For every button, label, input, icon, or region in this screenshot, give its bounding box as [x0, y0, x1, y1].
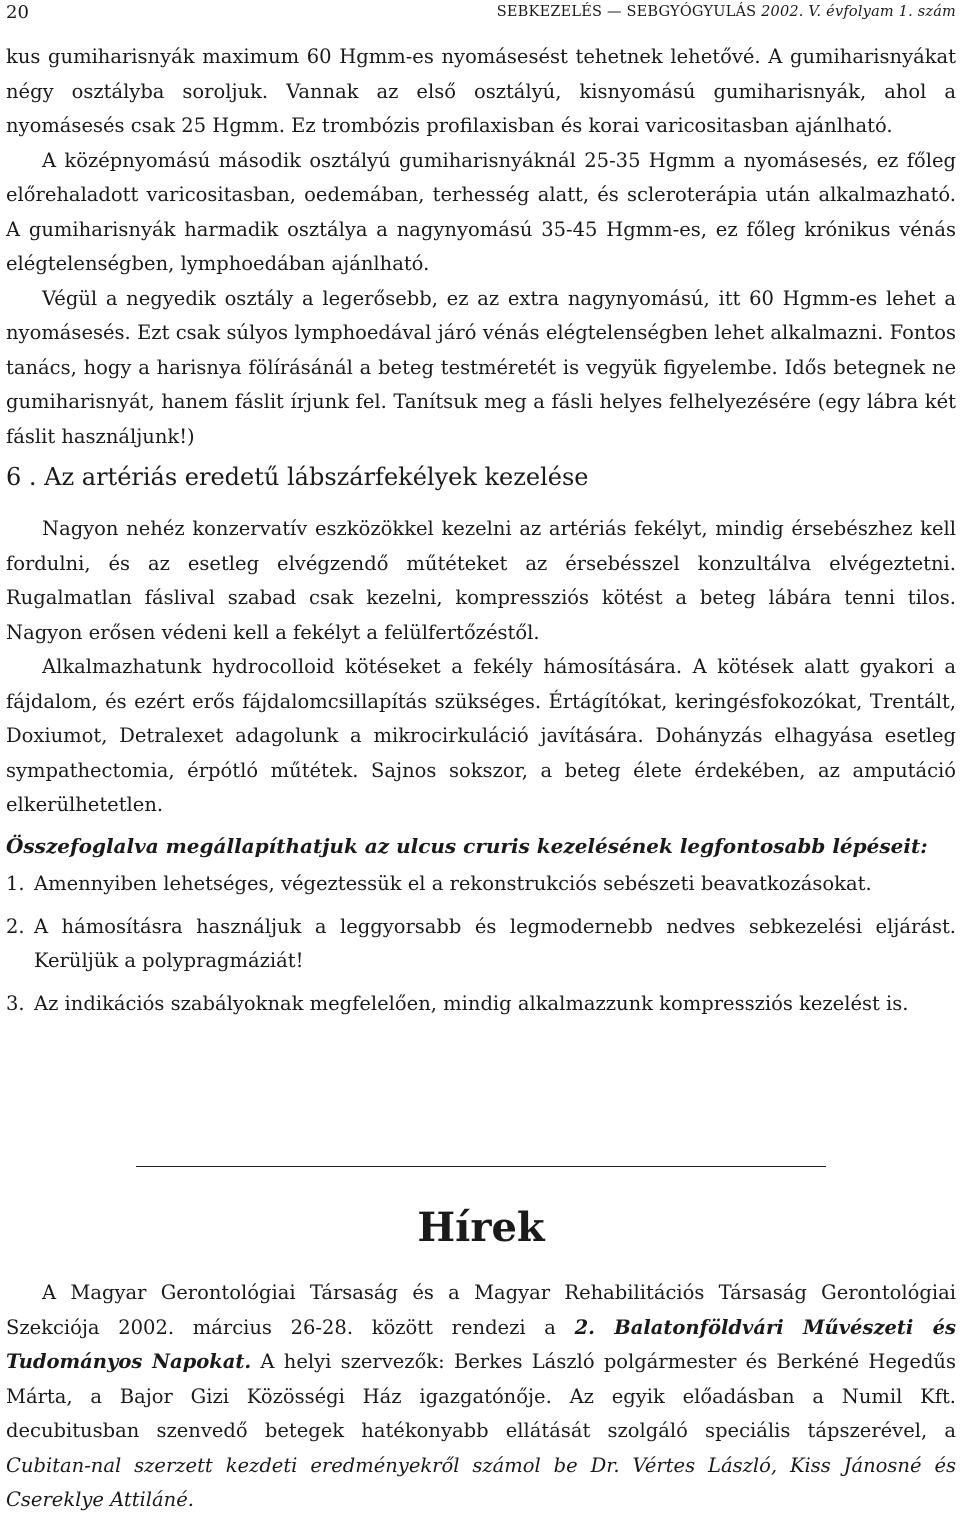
- document-page: [6, 0, 956, 1513]
- running-header: [6, 2, 956, 26]
- summary-list: [6, 867, 956, 1021]
- list-item: [6, 867, 956, 902]
- summary-heading: Összefoglalva megállapíthatjuk az ulcus cruris kezelésének legfontosabb lépéseit:: [6, 833, 928, 858]
- page-number: 20: [6, 2, 29, 23]
- list-item-text: A hámosításra használjuk a leggyorsabb és legmodernebb nedves sebkezelési eljárást. Kerüljük a polypragmáziát!: [34, 914, 956, 972]
- list-item-number: 3.: [6, 991, 25, 1015]
- journal-title: [497, 4, 956, 20]
- list-item-number: 2.: [6, 914, 25, 938]
- list-item-number: 1.: [6, 872, 25, 895]
- paragraph-continuation: kus gumiharisnyák maximum 60 Hgmm-es nyomásesést tehetnek lehetővé. A gumiharisnyákat négy osztályba soroljuk. Vannak az első osztályú, kisnyomású gumiharisnyák, ahol a nyomásesés csak 25 Hgmm. Ez trombózis profilaxisban és korai varicositasban ajánlható.: [6, 45, 956, 137]
- list-item-text: Amennyiben lehetséges, végeztessük el a rekonstrukciós sebészeti beavatkozásokat.: [34, 872, 872, 895]
- news-italic-end: Cubitan-nal szerzett kezdeti eredményekről számol be Dr. Vértes László, Kiss Jánosné és Csereklye Attiláné.: [6, 1453, 956, 1511]
- event-name: 2. Balatonföldvári Művészeti és Tudományos Napokat.: [6, 1315, 956, 1373]
- list-item: [6, 910, 956, 979]
- article-body: [6, 40, 956, 1029]
- news-text-b: A helyi szervezők: Berkes László polgármester és Berkéné Hegedűs Márta, a Bajor Gizi Közösségi Ház igazgatónője. Az egyik előadásban a Numil Kft. decubitusban szenvedő betegek hatékonyabb ellátását szolgáló speciális tápszerével, a: [6, 1350, 956, 1442]
- news-text-a: A Magyar Gerontológiai Társaság és a Magyar Rehabilitációs Társaság Gerontológiai Szekciója 2002. március 26-28. között rendezi a: [6, 1281, 956, 1339]
- list-item-text: Az indikációs szabályoknak megfelelően, mindig alkalmazzunk kompressziós kezelést is.: [34, 991, 909, 1015]
- paragraph-arterial-2: Alkalmazhatunk hydrocolloid kötéseket a fekély hámosítására. A kötések alatt gyakori a fájdalom, és ezért erős fájdalomcsillapítás szükséges. Értágítókat, keringésfokozókat, Trentált, Doxiumot, Detralexet adagolunk a mikrocirkuláció javítására. Dohányzás elhagyása esetleg sympathectomia, érpótló műtétek. Sajnos sokszor, a beteg élete érdekében, az amputáció elkerülhetetlen.: [6, 655, 956, 816]
- paragraph-arterial-1: Nagyon nehéz konzervatív eszközökkel kezelni az artériás fekélyt, mindig érsebészhez kell fordulni, és az esetleg elvégzendő műtéteket az érsebésszel konzultálva elvégeztetni. Rugalmatlan fáslival szabad csak kezelni, kompressziós kötést a beteg lábára tenni tilos. Nagyon erősen védeni kell a fekélyt a felülfertőzéstől.: [6, 517, 956, 644]
- paragraph-second-class: A középnyomású második osztályú gumiharisnyáknál 25-35 Hgmm a nyomásesés, ez főleg előrehaladott varicositasban, oedemában, terhesség alatt, és scleroterápia után alkalmazható. A gumiharisnyák harmadik osztálya a nagynyomású 35-45 Hgmm-es, ez főleg krónikus vénás elégtelenségben, lymphoedában ajánlható.: [6, 148, 956, 275]
- news-title: Hírek: [417, 1204, 545, 1251]
- section-divider: [136, 1166, 826, 1167]
- paragraph-fourth-class: Végül a negyedik osztály a legerősebb, ez az extra nagynyomású, itt 60 Hgmm-es lehet a nyomásesés. Ezt csak súlyos lymphoedával járó vénás elégtelenségben lehet alkalmazni. Fontos tanács, hogy a harisnya fölírásánál a beteg testméretét is vegyük figyelembe. Idős betegnek ne gumiharisnyát, hanem fáslit írjunk fel. Tanítsuk meg a fásli helyes felhelyezésére (egy lábra két fáslit használjunk!): [6, 286, 956, 448]
- journal-prefix: SEBKEZELÉS — SEBGYÓGYULÁS: [496, 4, 757, 20]
- news-paragraph: [6, 1276, 956, 1518]
- list-item: [6, 987, 956, 1022]
- section-heading: 6 . Az artériás eredetű lábszárfekélyek kezelése: [6, 463, 589, 491]
- journal-issue: 2002. V. évfolyam 1. szám: [761, 4, 956, 20]
